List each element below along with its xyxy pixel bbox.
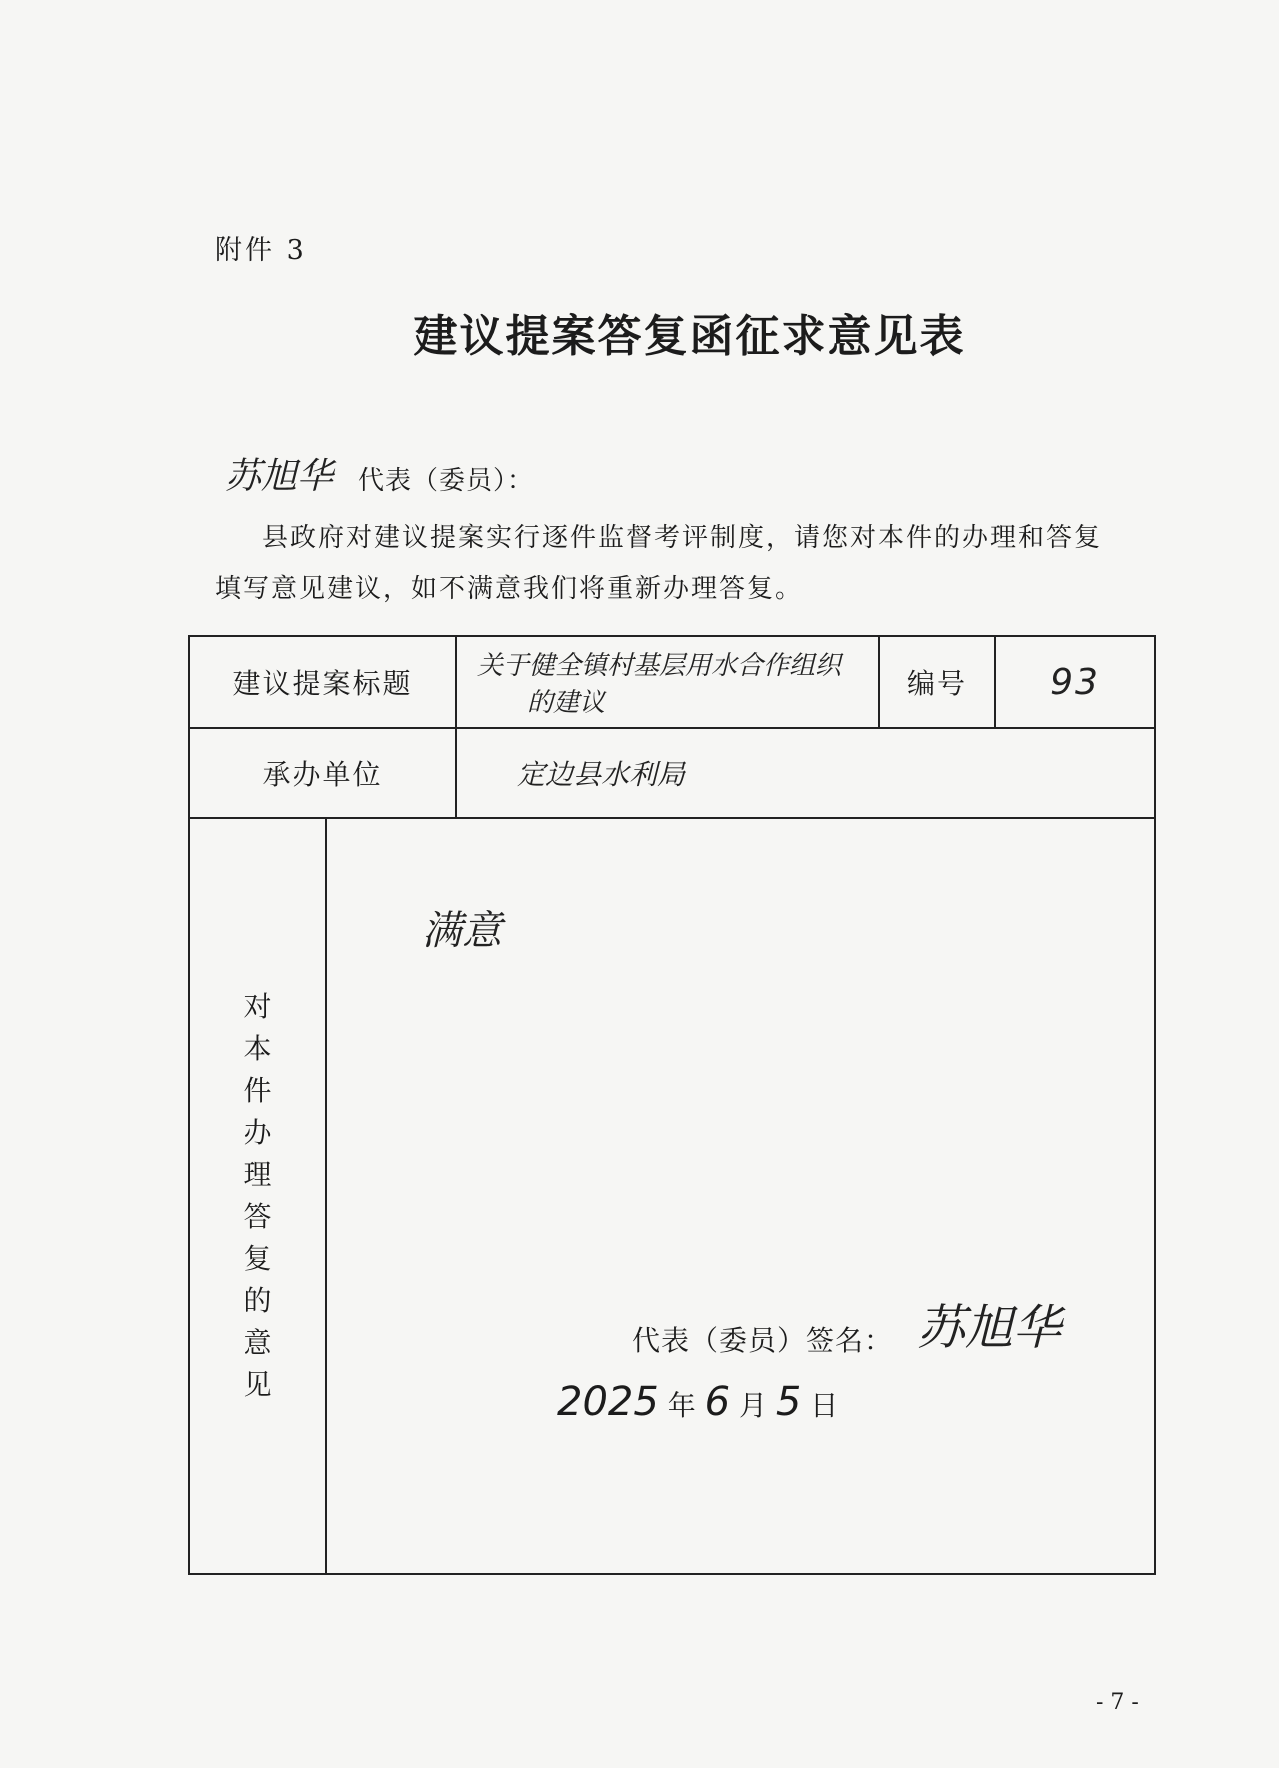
opinion-label-char: 的	[243, 1284, 272, 1317]
date-year-char: 年	[667, 1389, 696, 1422]
signature-handwritten: 苏旭华	[917, 1300, 1062, 1356]
signature-date	[557, 1379, 838, 1425]
undertaking-unit-value: 定边县水利局	[456, 728, 1155, 818]
undertaking-unit-label: 承办单位	[189, 728, 456, 818]
opinion-label-char: 件	[243, 1074, 272, 1107]
opinion-label-char: 理	[243, 1158, 272, 1191]
opinion-label-char: 复	[243, 1242, 272, 1275]
addressee-name-handwritten: 苏旭华	[225, 456, 334, 497]
unit-row	[189, 728, 1155, 818]
addressee-role: 代表（委员）：	[358, 466, 535, 496]
intro-line-1: 县政府对建议提案实行逐件监督考评制度，请您对本件的办理和答复	[262, 523, 1103, 553]
date-month: 6	[704, 1379, 731, 1425]
number-label: 编号	[879, 636, 995, 728]
opinion-form-table	[188, 635, 1156, 1575]
proposal-title-value-line-1: 关于健全镇村基层用水合作组织	[477, 651, 842, 681]
date-day: 5	[775, 1379, 802, 1425]
opinion-label	[189, 818, 326, 1574]
opinion-label-char: 本	[243, 1032, 272, 1065]
page-title: 建议提案答复函征求意见表	[413, 311, 966, 362]
opinion-label-char: 对	[243, 990, 272, 1023]
number-value: 93	[995, 636, 1155, 728]
opinion-text-handwritten: 满意	[422, 908, 502, 954]
page-number: - 7 -	[1096, 1690, 1139, 1715]
opinion-content-cell	[326, 818, 1155, 1574]
opinion-area	[327, 819, 1154, 1573]
opinion-label-char: 答	[243, 1200, 272, 1233]
opinion-label-char: 办	[243, 1116, 272, 1149]
title-row	[189, 636, 1155, 728]
intro-line-2: 填写意见建议，如不满意我们将重新办理答复。	[215, 574, 804, 604]
opinion-label-char: 意	[243, 1326, 272, 1359]
opinion-label-char: 见	[243, 1368, 272, 1401]
date-year: 2025	[557, 1379, 659, 1425]
proposal-title-value-line-2: 的建议	[527, 688, 606, 718]
attachment-label: 附件 3	[215, 235, 307, 266]
date-day-char: 日	[810, 1389, 839, 1422]
proposal-title-label: 建议提案标题	[189, 636, 456, 728]
date-month-char: 月	[738, 1389, 767, 1422]
proposal-title-value	[456, 636, 879, 728]
signature-label: 代表（委员）签名：	[632, 1324, 894, 1357]
opinion-row	[189, 818, 1155, 1574]
